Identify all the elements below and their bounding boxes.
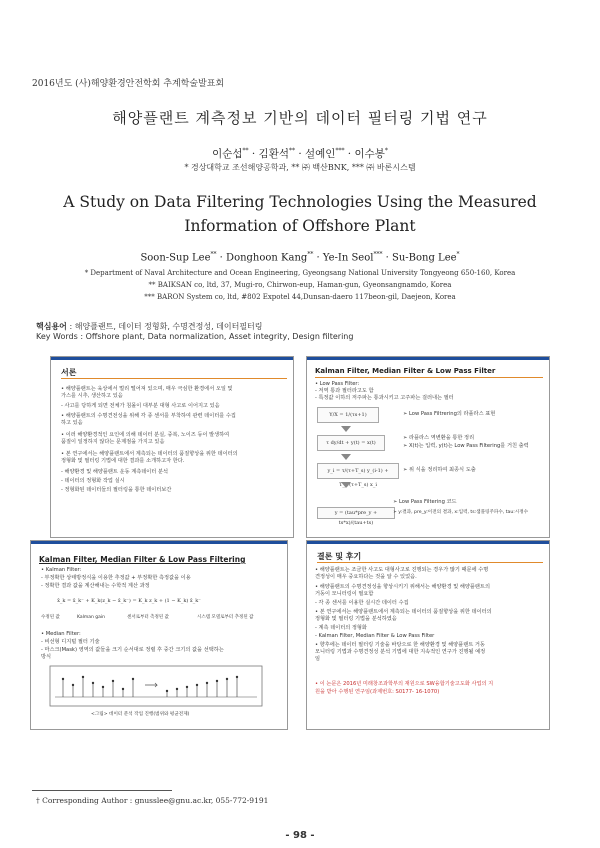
equation-label: 시스템 모델로부터 추정된 값 [197,615,254,620]
keywords-english: Key Words : Offshore plant, Data normalization, Asset integrity, Design filtering [36,332,354,341]
slide-low-pass-filter [306,356,550,538]
slide-line: - 정확한 결과 값을 계산해내는 수학적 계산 과정 [41,583,150,589]
slide-line: ➢ Low Pass Filtrering의 라플라스 표현 [403,411,496,417]
slide-top-bar [307,357,550,360]
slide-line: 모니터링 기법과 수명견정성 분석 기법에 대한 지속적인 연구가 진행될 예정 [315,649,486,655]
slide-line: 견정성이 매우 중요하다는 것을 알 수 있었음. [315,574,417,580]
equation-label: Kalman gain [77,615,106,620]
slide-line: ➢ 위 식을 정리하여 최종식 도출 [403,467,476,473]
slide-introduction [50,356,294,538]
authors-korean: 이순섭** · 김환석** · 설예인*** · 이수봉* [212,147,388,160]
down-arrow-icon [341,426,351,432]
page-number: - 98 - [285,830,315,841]
slide-divider [315,377,543,378]
slide-line: 품질이 일정하지 않다는 문제점을 가지고 있음 [61,439,165,445]
diagram-caption: <그림> 데이터 분석 작업 진행(범위와 평균전제) [91,712,190,717]
slide-line: 가스를 시추, 생산하고 있음 [61,393,123,399]
code-snippet: y = (tau*pre_y + ts*x)/(tau+ts) [317,507,395,519]
slide-line: - 특정값 이하의 저주파는 통과시키고 고주파는 걸러내는 필터 [315,395,454,401]
slide-line: - 저역 통과 필터라고도 함 [315,388,374,394]
slide-divider [317,562,543,563]
acknowledgement-line: • 이 논문은 2016년 미래창조과학부의 재원으로 SW융합기술고도화 사업의 지 [315,681,494,687]
slide-line: • 향후에는 데이터 필터링 기술을 바탕으로 한 해양환경 및 해양플랜트 거동 [315,642,485,648]
slide-line: - 정형화된 데이터들의 필터링을 통한 데이터보간 [61,487,172,493]
title-korean: 해양플랜트 계측정보 기반의 데이터 필터링 기법 연구 [112,109,488,127]
slide-title: 결론 및 후기 [317,552,362,561]
slide-title: 서론 [61,368,77,377]
slide-line: • 이러 해양환경적인 요인에 의해 데이터 분실, 중복, 노이즈 등이 발생하여 [61,432,230,438]
slide-line: • 해양플랜트의 수명견정성을 향상시키기 위해서는 해양환경 및 해양플랜트의 [315,584,490,590]
slide-title: Kalman Filter, Median Filter & Low Pass Filter [315,367,496,375]
slide-line: • 해양플랜트의 수명견전성을 위해 각 종 센서를 부착하여 관련 데이터를 수집 [61,413,236,419]
equation-final: y_i = τ/(τ+T_s) y_(i-1) + T_s/(τ+T_s) x_i [317,463,399,479]
slide-line: 하고 있음 [61,420,83,426]
equation-label: 수정된 값 [41,615,60,620]
slide-top-bar [307,541,550,544]
slide-line: • 본 연구에서는 해양플랜트에서 계측되는 데이터의 품질향상을 위한 데이터의 [61,451,238,457]
slide-line: 임 [315,656,321,662]
slide-line: - 비선형 디지털 필터 기술 [41,639,100,645]
slide-line: - 계측 데이터의 정형화 [315,625,367,631]
equation-inverse-laplace: τ dy/dt + y(t) = x(t) [317,435,385,451]
title-english: A Study on Data Filtering Technologies Using the Measured Information of Offshore Plant [63,193,537,235]
slide-line: • Kalman Filter: [41,567,82,573]
slide-line: • Low Pass Filter: [315,381,360,387]
kalman-equation: x̂_k = x̂_k⁻ + K_k(z_k − x̂_k⁻) = K_k z_k + (1 − K_k) x̂_k⁻ [41,595,217,607]
slide-title: Kalman Filter, Median Filter & Low Pass Filtering [39,555,246,564]
slide-divider [61,378,287,379]
slide-conclusion [306,540,550,730]
keywords-korean: 핵심용어 : 해양플랜트, 데이터 정형화, 수명견정성, 데이터필터링 [36,322,263,331]
slide-line: - 마스크(Mask) 영역의 값들을 크기 순서대로 정렬 후 중간 크기의 값을 선택하는 [41,647,224,653]
down-arrow-icon [341,482,351,488]
affiliation-english-1: * Department of Naval Architecture and Ocean Engineering, Gyeongsang National University Tongyeong 650-160, Korea [84,269,516,277]
slide-line: - 데이터의 정형화 작업 실시 [61,478,125,484]
slide-line: 방식 [41,654,52,660]
slide-kalman-median [30,540,288,730]
slide-top-bar [51,357,294,360]
conference-header: 2016년도 (사)해양환경안전학회 추계학술발표회 [32,79,225,89]
slide-line: 거동이 모니터링이 필요함 [315,591,374,597]
slide-line: 정형화 및 필터링 기법을 분석하였음 [315,616,397,622]
slide-line: • Median Filter: [41,631,81,637]
slide-line: 정형화 및 필터링 기법에 대한 결과를 소개하고자 한다. [61,458,185,464]
slide-line: ➢ 라플라스 역변환을 통한 정리 [403,435,475,441]
slide-line: - 부정확한 상태방정식을 이용한 추정값 + 부정확한 측정값을 이용 [41,575,191,581]
slide-top-bar [31,541,288,544]
slide-line: - 각 종 센서를 이용한 실시간 데이터 수집 [315,600,409,606]
footnote: † Corresponding Author : gnusslee@gnu.ac.kr, 055-772-9191 [36,796,269,805]
affiliation-english-2: ** BAIKSAN co, ltd, 37, Mugi-ro, Chirwon-eup, Haman-gun, Gyeonsangnamdo, Korea [148,281,452,289]
slide-line: ➢ X(t)는 입력, y(t)는 Low Pass Filtering를 거친 출력 [403,443,529,449]
slide-line: • 해양플랜트는 육상에서 멀리 떨어져 있으며, 매우 극심한 환경에서 오일 및 [61,386,233,392]
slide-line: - 해양환경 및 해양플랜트 운동 계측데이터 분석 [61,469,168,475]
authors-english: Soon-Sup Lee** · Donghoon Kang** · Ye-In Seol*** · Su-Bong Lee* [140,251,460,264]
median-filter-diagram [49,665,263,707]
slide-line: - Kalman Filter, Median Filter & Low Pass Filter [315,633,435,639]
equation-laplace: Y/X = 1/(τs+1) [317,407,379,423]
slide-line: ➢ y:결과, pre_y:이전의 결과, x:입력, ts:샘플링주파수, tau:시정수 [393,510,529,515]
footnote-rule [32,790,172,791]
slide-line: ➢ Low Pass Filtering 코드 [393,499,457,505]
affiliation-korean: * 경상대학교 조선해양공학과, ** ㈜ 백산BNK, *** ㈜ 바론시스템 [184,163,416,172]
down-arrow-icon [341,454,351,460]
acknowledgement-line: 원을 받아 수행된 연구임(과제번호: S0177- 16-1070) [315,689,440,695]
slide-line: • 해양플랜트는 조금한 사고도 대형사고로 진행되는 경우가 많기 때문에 수명 [315,567,489,573]
equation-label: 센서로부터 측정된 값 [127,615,169,620]
slide-line: • 본 연구에서는 해양플랜트에서 계측되는 데이터의 품질향상을 위한 데이터의 [315,609,492,615]
slide-line: - 사고를 당하게 되면 전체가 침몰이 대부분 대형 사고로 이어지고 있음 [61,403,220,409]
affiliation-english-3: *** BARON System co, ltd, #802 Expotel 44,Dunsan-daero 117beon-gil, Daejeon, Korea [144,293,456,301]
